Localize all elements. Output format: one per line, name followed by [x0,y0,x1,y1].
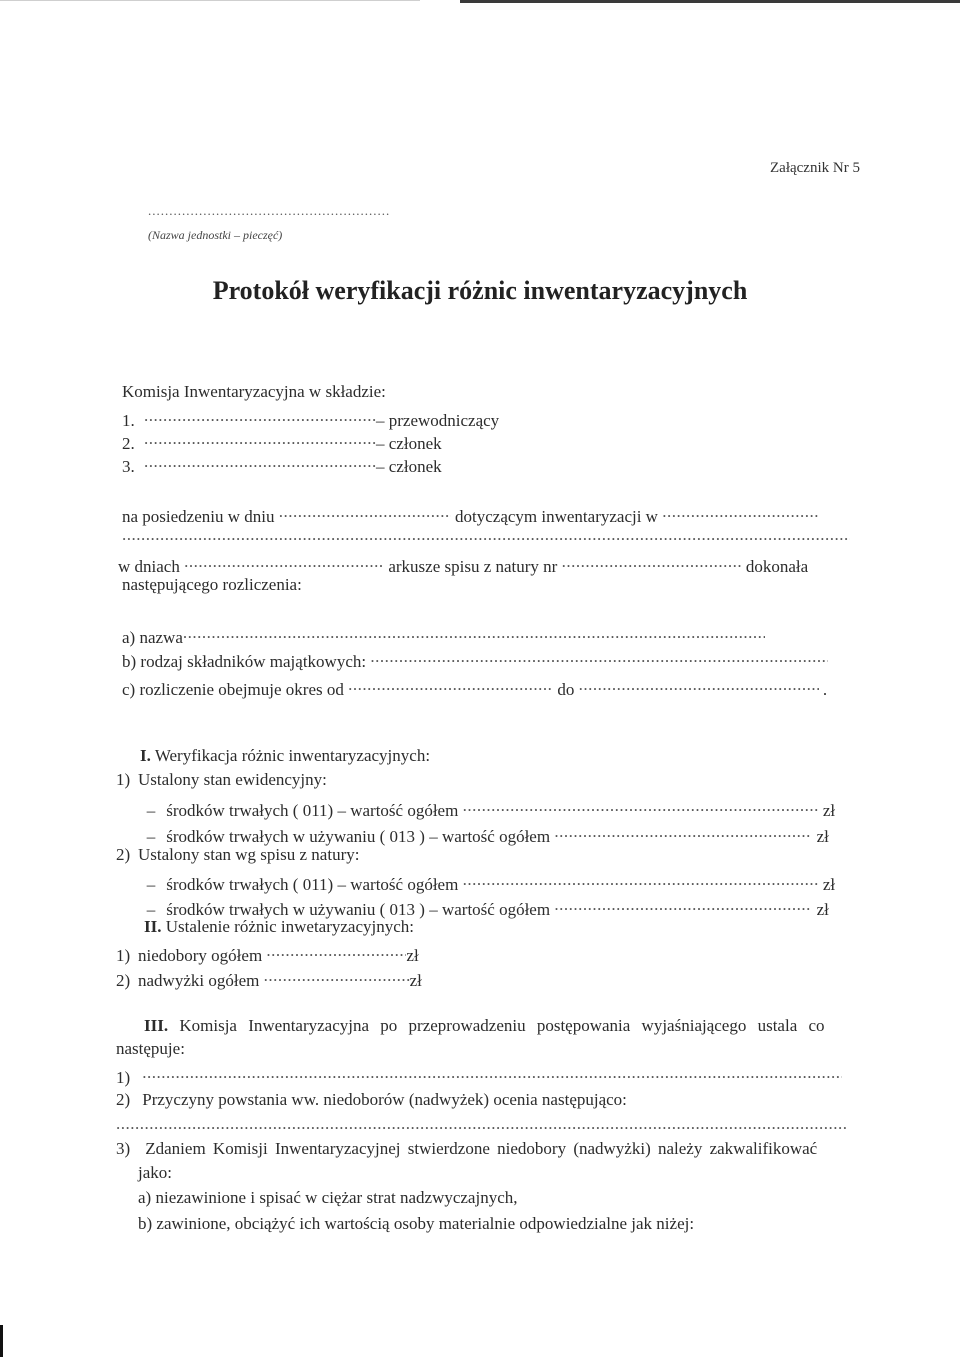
member-role: – przewodniczący [376,411,500,430]
committee-heading: Komisja Inwentaryzacyjna w składzie: [122,382,386,401]
item-text: niedobory ogółem [138,946,263,965]
member-role: – członek [376,434,442,453]
name-label: nazwa [139,628,183,647]
inventory-label: dotyczącym inwentaryzacji w [455,507,658,526]
fill-field [370,647,828,667]
section-3-intro [144,1016,825,1036]
section-number: II. [144,917,162,936]
item-label: b) [122,652,137,671]
section-3-option-b [138,1214,694,1234]
document-title: Protokół weryfikacji różnic inwentaryzacyjnych [212,276,748,305]
item-text: środków trwałych ( 011) – wartość ogółem [166,875,459,894]
section-2-item-1 [116,941,419,966]
section-number: III. [144,1016,169,1035]
fill-field [554,822,812,842]
fill-field [463,796,819,816]
section-1-heading [140,746,430,766]
committee-member-3 [122,452,442,477]
period-end-mark: . [822,680,828,699]
dash: – [146,827,156,846]
period-from-label: rozliczenie obejmuje okres od [139,680,344,699]
member-number: 2. [122,434,135,453]
fill-field [183,623,765,643]
section-1-point-1 [116,770,327,790]
section-3-point-3 [116,1139,817,1159]
section-2-heading [144,917,414,937]
fill-field [142,1063,842,1083]
fill-field [562,552,742,572]
scan-edge-bar [460,0,960,3]
fill-field [144,429,376,449]
item-label: c) [122,680,136,699]
fill-field [266,941,406,961]
meeting-line-1 [122,502,820,527]
point-text: Przyczyny powstania ww. niedoborów (nadwyżek) ocenia następująco: [142,1090,627,1109]
unit-name-field: ......................................................... [148,203,391,218]
fill-field [662,502,820,522]
member-number: 3. [122,457,135,476]
committee-member-2 [122,429,442,454]
option-label: a) [138,1188,152,1207]
item-text: nadwyżki ogółem [138,971,260,990]
section-1-point-2 [116,845,359,865]
period-to-label: do [557,680,575,699]
fill-field [116,1114,846,1134]
dash: – [146,801,156,820]
fill-field [554,895,812,915]
fill-field [144,452,376,472]
point-title: Ustalony stan wg spisu z natury: [138,845,360,864]
member-number: 1. [122,411,135,430]
item-text: środków trwałych w używaniu ( 013 ) – wartość ogółem [166,827,551,846]
meeting-line-2 [122,525,850,550]
option-text: zawinione, obciążyć ich wartością osoby materialnie odpowiedzialne jak niżej: [156,1214,695,1233]
section-1-item [140,796,835,821]
section-1-item [140,822,829,847]
section-title: Ustalenie różnic inwetaryzacyjnych: [165,917,415,936]
point-number: 1) [116,1068,131,1087]
fill-field [579,675,819,695]
currency: zł [816,827,829,846]
point-number: 2) [116,1090,131,1109]
currency: zł [822,801,836,820]
section-3-point-3-cont: jako: [138,1163,172,1182]
section-3-intro-cont: następuje: [116,1039,185,1058]
section-3-point-2 [116,1090,627,1110]
fill-field [264,966,410,986]
currency: zł [409,971,422,990]
point-number: 1) [116,770,131,789]
fill-field [144,406,376,426]
scan-edge-line [0,0,420,1]
attachment-number: Załącznik Nr 5 [770,160,860,176]
fill-field [348,675,553,695]
point-number: 1) [116,946,131,965]
section-3-point-2-field [116,1114,846,1139]
settlement-b [122,647,828,672]
point-number: 2) [116,971,131,990]
fill-field [279,502,451,522]
item-text: środków trwałych ( 011) – wartość ogółem [166,801,459,820]
section-2-item-2 [116,966,422,991]
section-3-option-a [138,1188,518,1208]
item-label: a) [122,628,136,647]
inventory-sheets-label: arkusze spisu z natury nr [388,557,558,576]
item-text: środków trwałych w używaniu ( 013 ) – wartość ogółem [166,900,551,919]
settlement-a [122,623,765,648]
currency: zł [406,946,419,965]
section-number: I. [140,746,151,765]
committee-member-1 [122,406,499,431]
section-intro-text: Komisja Inwentaryzacyjna po przeprowadzeniu postępowania wyjaśniającego ustala co [179,1016,825,1035]
days-label: w dniach [118,557,180,576]
fill-field [184,552,384,572]
member-role: – członek [376,457,442,476]
meeting-line-3 [118,552,808,577]
section-3-point-1 [116,1063,842,1088]
fill-field [122,525,850,545]
performed-label: dokonała [745,557,809,576]
fill-field [463,870,819,890]
option-text: niezawinione i spisać w ciężar strat nadzwyczajnych, [155,1188,518,1207]
section-1-item [140,870,835,895]
point-title: Ustalony stan ewidencyjny: [138,770,327,789]
point-number: 2) [116,845,131,864]
dash: – [146,900,156,919]
scan-edge-mark [0,1325,3,1357]
section-title: Weryfikacja różnic inwentaryzacyjnych: [154,746,431,765]
currency: zł [816,900,829,919]
dash: – [146,875,156,894]
meeting-date-label: na posiedzeniu w dniu [122,507,275,526]
point-number: 3) [116,1139,131,1158]
point-text: Zdaniem Komisji Inwentaryzacyjnej stwierdzone niedobory (nadwyżki) należy zakwalifikować [145,1139,818,1158]
option-label: b) [138,1214,153,1233]
asset-type-label: rodzaj składników majątkowych: [140,652,367,671]
meeting-line-4: następującego rozliczenia: [122,575,302,594]
unit-name-label: (Nazwa jednostki – pieczęć) [148,228,283,242]
currency: zł [822,875,836,894]
settlement-c [122,675,827,700]
